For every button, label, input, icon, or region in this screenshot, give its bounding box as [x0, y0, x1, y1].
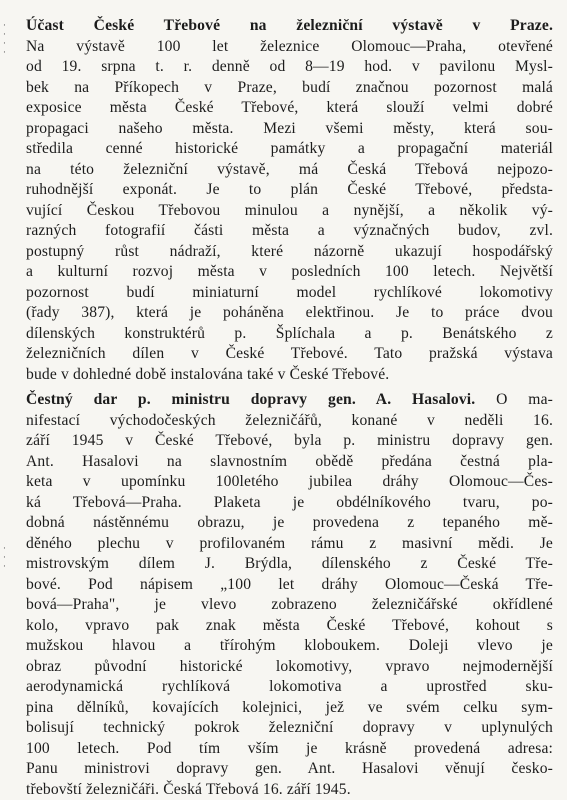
text-line: 100 letech. Pod tím vším je krásně provedená adresa:	[26, 739, 553, 760]
edge-marks: · · ·	[3, 545, 11, 572]
article-headline: Čestný dar p. ministru dopravy gen. A. Hasalovi.	[26, 391, 475, 408]
article-first-line-tail: O ma-	[496, 391, 553, 408]
text-line: dobná nástěnnému obrazu, je provedena z tepaného mě-	[26, 513, 553, 534]
text-line: bolisují technický pokrok železniční dopravy v uplynulých	[26, 718, 553, 739]
text-line: na této železniční výstavě, má Česká Třebová nejpozo-	[26, 160, 553, 181]
article-first-line	[26, 390, 553, 411]
text-line: a kulturní rozvoj města v posledních 100 letech. Největší	[26, 262, 553, 283]
article-body	[26, 37, 553, 386]
text-line: mistrovským dílem J. Brýdla, dílenského z České Tře-	[26, 554, 553, 575]
text-line: obraz původní historické lokomotivy, vpravo nejmodernější	[26, 657, 553, 678]
text-line: nifestací východočeských železničářů, konané v neděli 16.	[26, 411, 553, 432]
text-line: pina dělníků, kovajících kolejnici, jež ve svém celku sym-	[26, 698, 553, 719]
text-line: kolo, vpravo pak znak města České Třebové, kohout s	[26, 616, 553, 637]
text-line: ká Třebová—Praha. Plaketa je obdélníkového tvaru, po-	[26, 493, 553, 514]
text-line: třebovští železničáři. Česká Třebová 16. září 1945.	[26, 780, 553, 800]
text-line: Ant. Hasalovi na slavnostním obědě předána čestná pla-	[26, 452, 553, 473]
text-line: ruhodnější exponát. Je to plán České Třebové, předsta-	[26, 180, 553, 201]
text-line: dílenských konstruktérů p. Šplíchala a p. Benátského z	[26, 324, 553, 345]
text-line: mužskou hlavou a třírohým kloboukem. Doleji vlevo je	[26, 636, 553, 657]
text-line: vující Českou Třebovou minulou a nynější, a několik vý-	[26, 201, 553, 222]
text-line: keta v upomínku 100letého jubilea dráhy Olomouc—Čes-	[26, 472, 553, 493]
text-line: (řady 387), která je poháněna elektřinou. Je to práce dvou	[26, 303, 553, 324]
text-line: aerodynamická rychlíková lokomotiva a uprostřed sku-	[26, 677, 553, 698]
text-line: září 1945 v České Třebové, byla p. ministru dopravy gen.	[26, 431, 553, 452]
text-line: děného plechu v profilovaném rámu z masivní mědi. Je	[26, 534, 553, 555]
text-line: exposice města České Třebové, která slouží velmi dobré	[26, 98, 553, 119]
text-line: postupný růst nádraží, které názorně ukazují hospodářský	[26, 242, 553, 263]
text-line: bek na Příkopech v Praze, budí značnou pozornost malá	[26, 78, 553, 99]
text-line: bová—Praha", je vlevo zobrazeno železničářské okřídlené	[26, 595, 553, 616]
article-headline: Účast České Třebové na železniční výstavě v Praze.	[26, 16, 553, 37]
text-line: železničních dílen v České Třebové. Tato pražská výstava	[26, 344, 553, 365]
text-line: Panu ministrovi dopravy gen. Ant. Hasalovi věnují česko-	[26, 759, 553, 780]
text-line: pozornost budí miniaturní model rychlíkové lokomotivy	[26, 283, 553, 304]
text-line: propagaci našeho města. Mezi všemi městy, která sou-	[26, 119, 553, 140]
text-line: středila cenné historické památky a propagační materiál	[26, 139, 553, 160]
article-exhibition	[26, 16, 553, 385]
text-line: bude v dohledné době instalována také v České Třebové.	[26, 365, 553, 386]
article-body	[26, 411, 553, 800]
text-line: od 19. srpna t. r. denně od 8—19 hod. v pavilonu Mysl-	[26, 57, 553, 78]
article-honorary-gift	[26, 390, 553, 800]
edge-marks: · · · ·	[3, 22, 11, 58]
text-line: razných fotografií části města a význačných budov, zvl.	[26, 221, 553, 242]
text-line: bové. Pod nápisem „100 let dráhy Olomouc—Česká Tře-	[26, 575, 553, 596]
text-line: Na výstavě 100 let železnice Olomouc—Praha, otevřené	[26, 37, 553, 58]
